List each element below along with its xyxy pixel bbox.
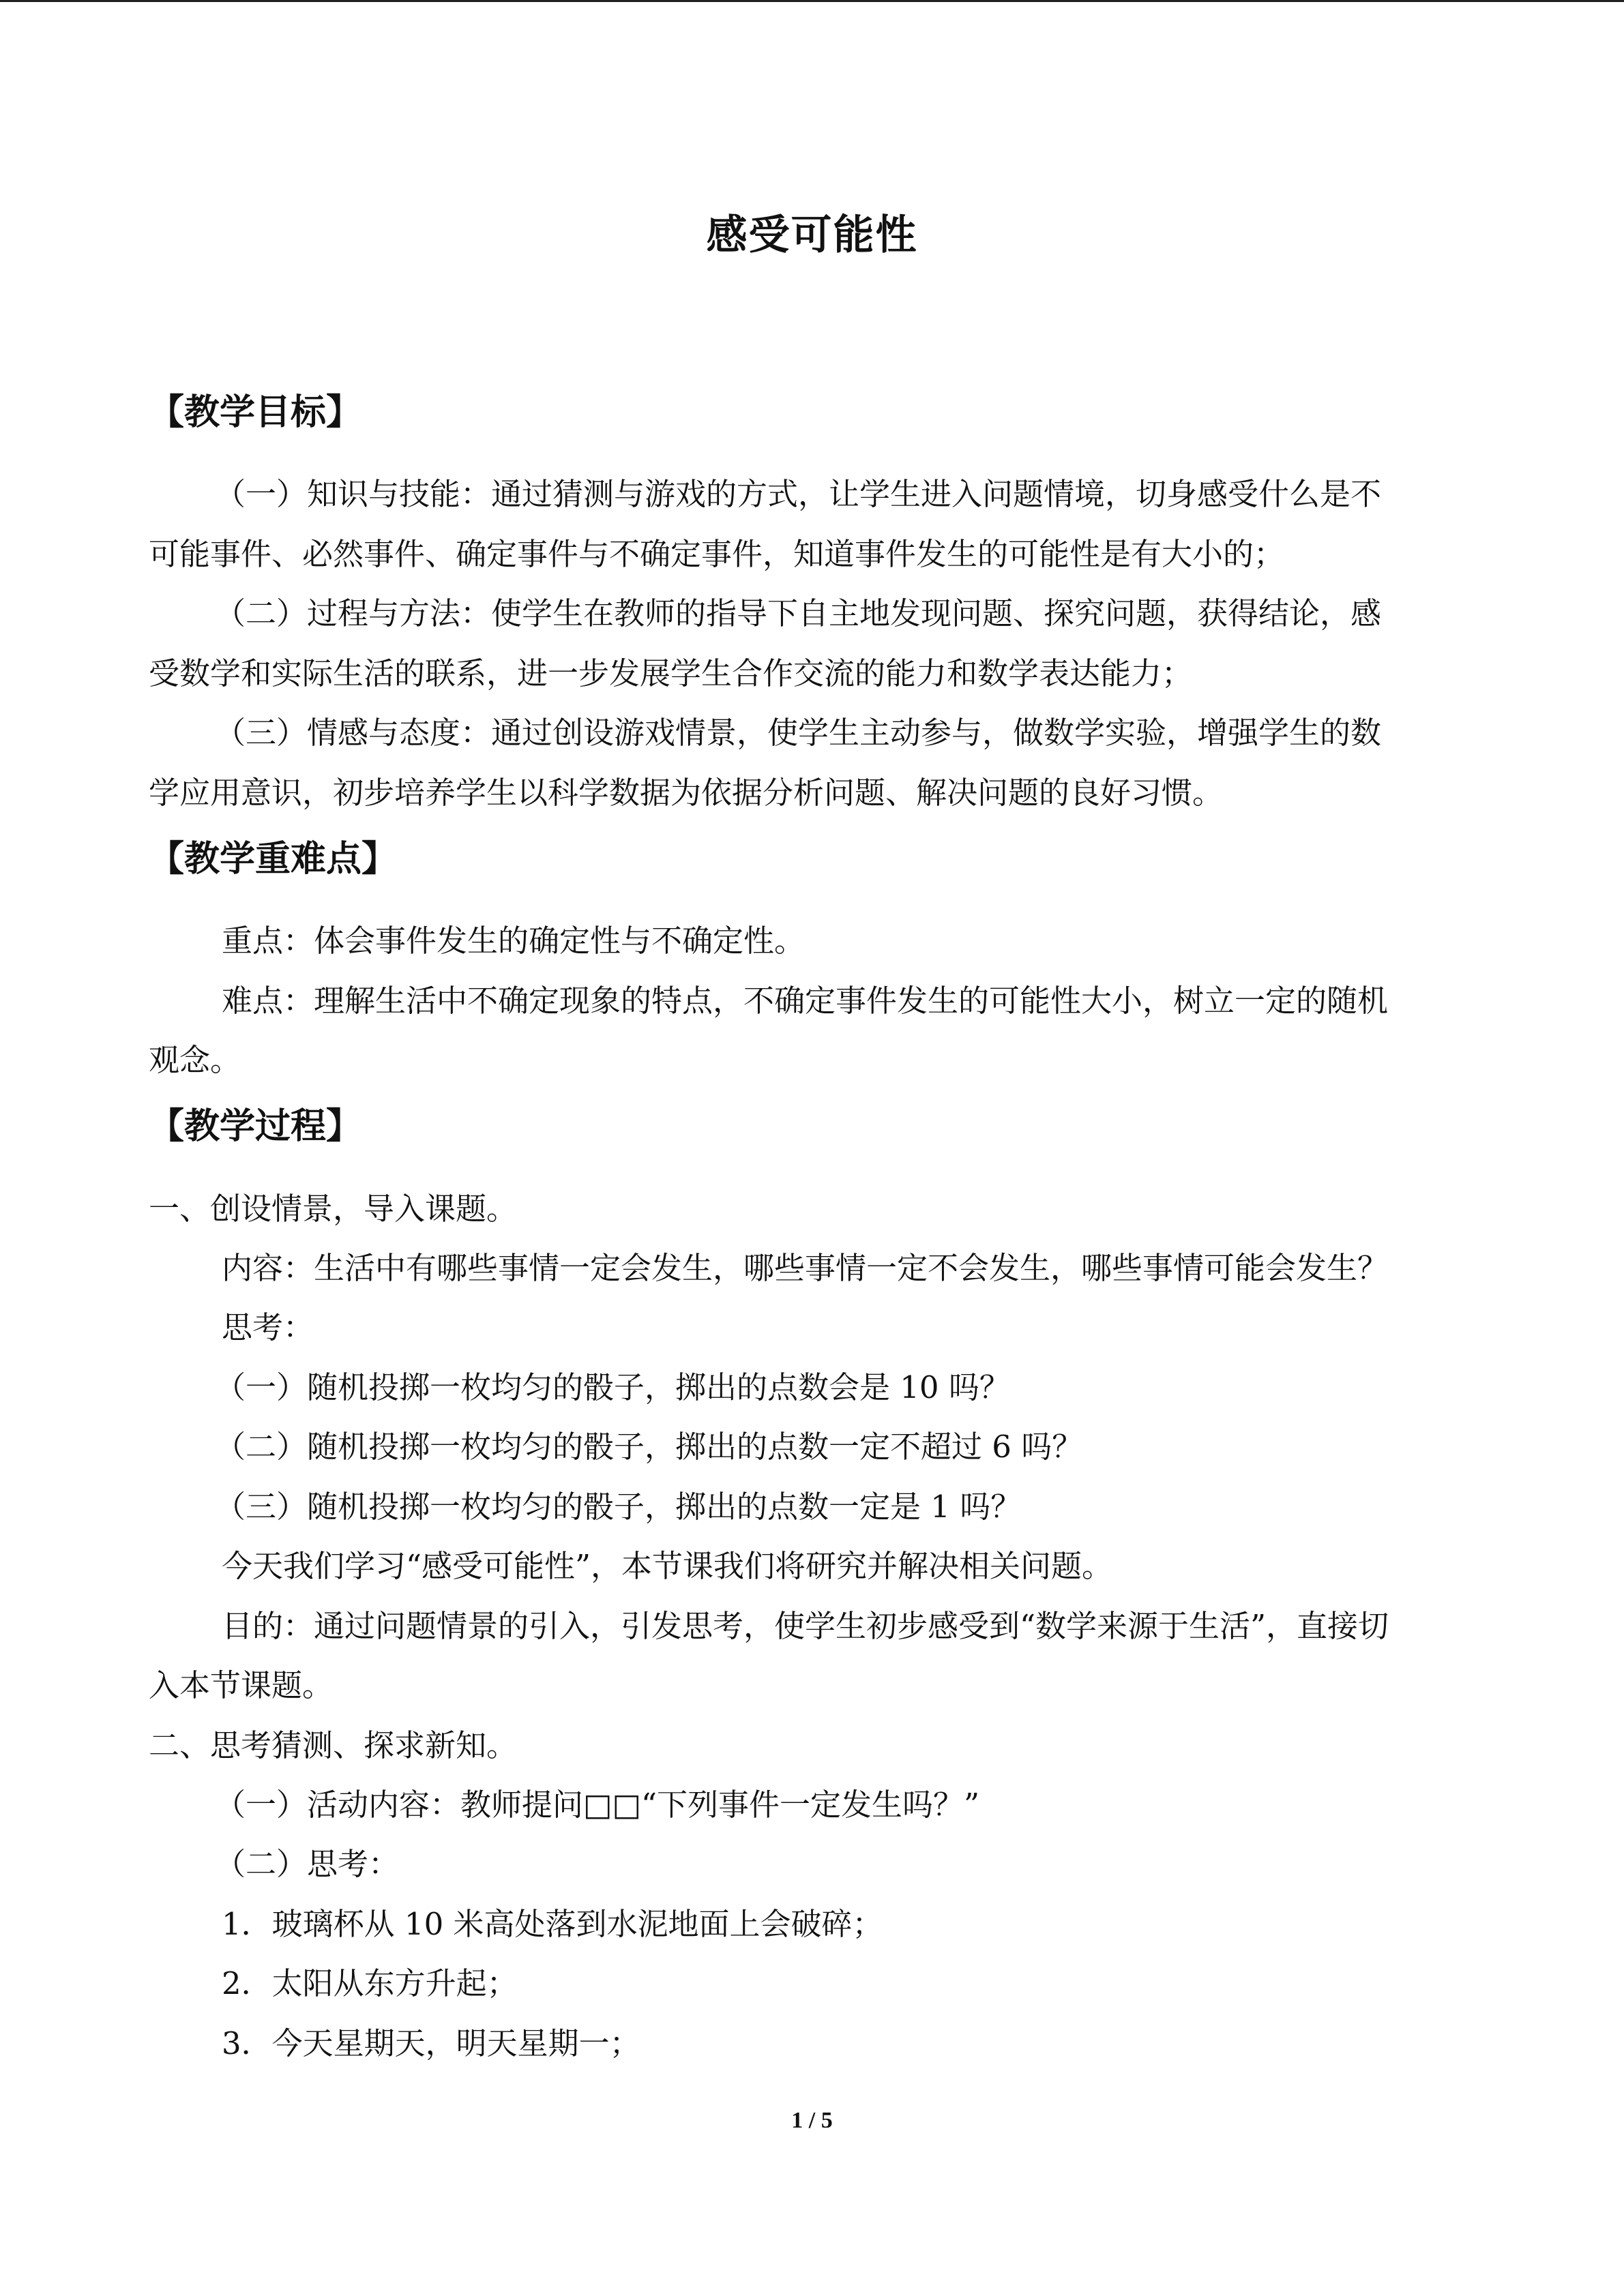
process-step-1-think-label: 思考： bbox=[222, 1309, 314, 1345]
keypoints-difficulty-line-1: 难点：理解生活中不确定现象的特点，不确定事件发生的可能性大小，树立一定的随机 bbox=[222, 983, 1389, 1019]
process-step-2-title: 二、思考猜测、探求新知。 bbox=[149, 1727, 518, 1763]
process-step-1-purpose-line-2: 入本节课题。 bbox=[149, 1667, 334, 1703]
goals-paragraph-2-line-1: （二）过程与方法：使学生在教师的指导下自主地发现问题、探究问题，获得结论，感 bbox=[215, 595, 1382, 631]
process-step-2-think-label: （二）思考： bbox=[215, 1846, 400, 1882]
document-title: 感受可能性 bbox=[706, 211, 918, 259]
page-number: 1 / 5 bbox=[791, 2108, 833, 2133]
process-step-1-purpose-line-1: 目的：通过问题情景的引入，引发思考，使学生初步感受到“数学来源于生活”，直接切 bbox=[222, 1608, 1389, 1644]
goals-paragraph-3-line-2: 学应用意识，初步培养学生以科学数据为依据分析问题、解决问题的良好习惯。 bbox=[149, 775, 1224, 811]
section-heading-process: 【教学过程】 bbox=[149, 1106, 362, 1147]
process-step-1-title: 一、创设情景，导入课题。 bbox=[149, 1191, 518, 1227]
goals-paragraph-2-line-2: 受数学和实际生活的联系，进一步发展学生合作交流的能力和数学表达能力； bbox=[149, 655, 1193, 691]
keypoints-focus: 重点：体会事件发生的确定性与不确定性。 bbox=[222, 923, 806, 959]
section-heading-goals: 【教学目标】 bbox=[149, 392, 362, 433]
section-heading-keypoints: 【教学重难点】 bbox=[149, 839, 398, 880]
goals-paragraph-1-line-1: （一）知识与技能：通过猜测与游戏的方式，让学生进入问题情境，切身感受什么是不 bbox=[215, 476, 1382, 512]
process-step-1-question-3: （三）随机投掷一枚均匀的骰子，掷出的点数一定是 1 吗？ bbox=[215, 1489, 1022, 1525]
process-step-1-question-2: （二）随机投掷一枚均匀的骰子，掷出的点数一定不超过 6 吗？ bbox=[215, 1429, 1083, 1465]
process-step-1-today: 今天我们学习“感受可能性”，本节课我们将研究并解决相关问题。 bbox=[222, 1548, 1113, 1584]
process-step-2-item-1: 1．玻璃杯从 10 米高处落到水泥地面上会破碎； bbox=[222, 1906, 883, 1942]
process-step-2-item-3: 3．今天星期天，明天星期一； bbox=[222, 2025, 640, 2061]
process-step-1-question-1: （一）随机投掷一枚均匀的骰子，掷出的点数会是 10 吗？ bbox=[215, 1369, 1010, 1405]
process-step-1-content: 内容：生活中有哪些事情一定会发生，哪些事情一定不会发生，哪些事情可能会发生？ bbox=[222, 1250, 1389, 1286]
keypoints-difficulty-line-2: 观念。 bbox=[149, 1042, 241, 1078]
goals-paragraph-1-line-2: 可能事件、必然事件、确定事件与不确定事件，知道事件发生的可能性是有大小的； bbox=[149, 536, 1285, 572]
goals-paragraph-3-line-1: （三）情感与态度：通过创设游戏情景，使学生主动参与，做数学实验，增强学生的数 bbox=[215, 715, 1382, 751]
process-step-2-activity: （一）活动内容：教师提问□□“下列事件一定发生吗？” bbox=[215, 1787, 980, 1823]
process-step-2-item-2: 2．太阳从东方升起； bbox=[222, 1965, 518, 2001]
